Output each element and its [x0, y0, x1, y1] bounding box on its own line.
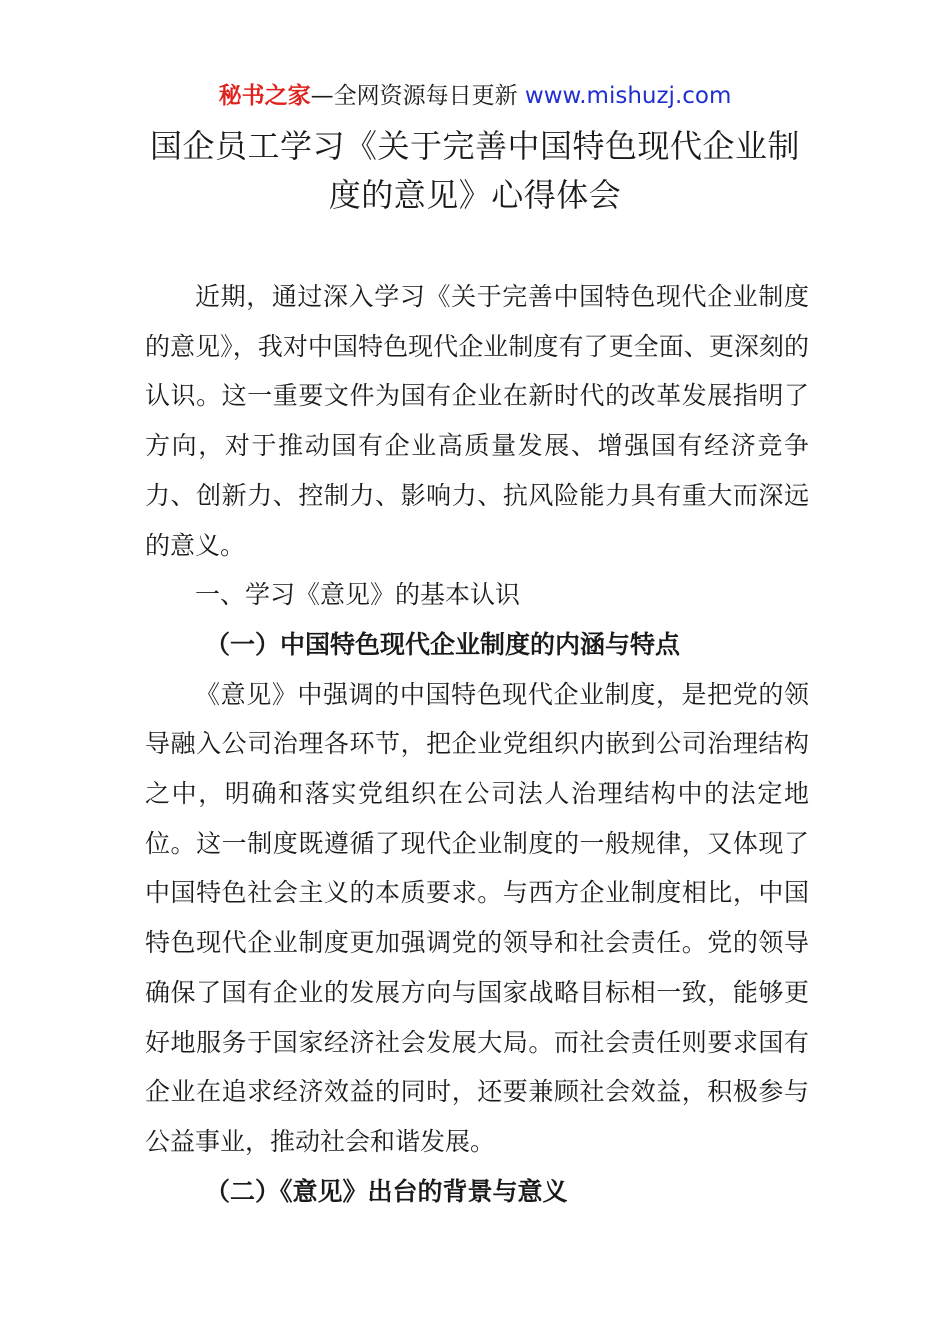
subsection-heading-2: （二）《意见》出台的背景与意义: [205, 1176, 568, 1206]
site-tagline: —全网资源每日更新: [310, 83, 525, 109]
document-body: [145, 272, 809, 1216]
document-title: 国企员工学习《关于完善中国特色现代企业制度的意见》心得体会: [149, 127, 800, 214]
site-url-link[interactable]: www.mishuzj.com: [524, 83, 732, 109]
site-header: [0, 80, 950, 112]
section-heading-1: 一、学习《意见》的基本认识: [195, 580, 521, 610]
intro-paragraph: 近期，通过深入学习《关于完善中国特色现代企业制度的意见》，我对中国特色现代企业制度有了更全面、更深刻的认识。这一重要文件为国有企业在新时代的改革发展指明了方向，对于推动国有企业高质量发展、增强国有经济竞争力、创新力、控制力、影响力、抗风险能力具有重大而深远的意义。: [145, 282, 809, 560]
site-brand: 秘书之家: [218, 83, 311, 109]
subsection-heading-1: （一）中国特色现代企业制度的内涵与特点: [205, 629, 681, 659]
body-paragraph: 《意见》中强调的中国特色现代企业制度，是把党的领导融入公司治理各环节，把企业党组织内嵌到公司治理结构之中，明确和落实党组织在公司法人治理结构中的法定地位。这一制度既遵循了现代企业制度的一般规律，又体现了中国特色社会主义的本质要求。与西方企业制度相比，中国特色现代企业制度更加强调党的领导和社会责任。党的领导确保了国有企业的发展方向与国家战略目标相一致，能够更好地服务于国家经济社会发展大局。而社会责任则要求国有企业在追求经济效益的同时，还要兼顾社会效益，积极参与公益事业，推动社会和谐发展。: [145, 679, 809, 1156]
